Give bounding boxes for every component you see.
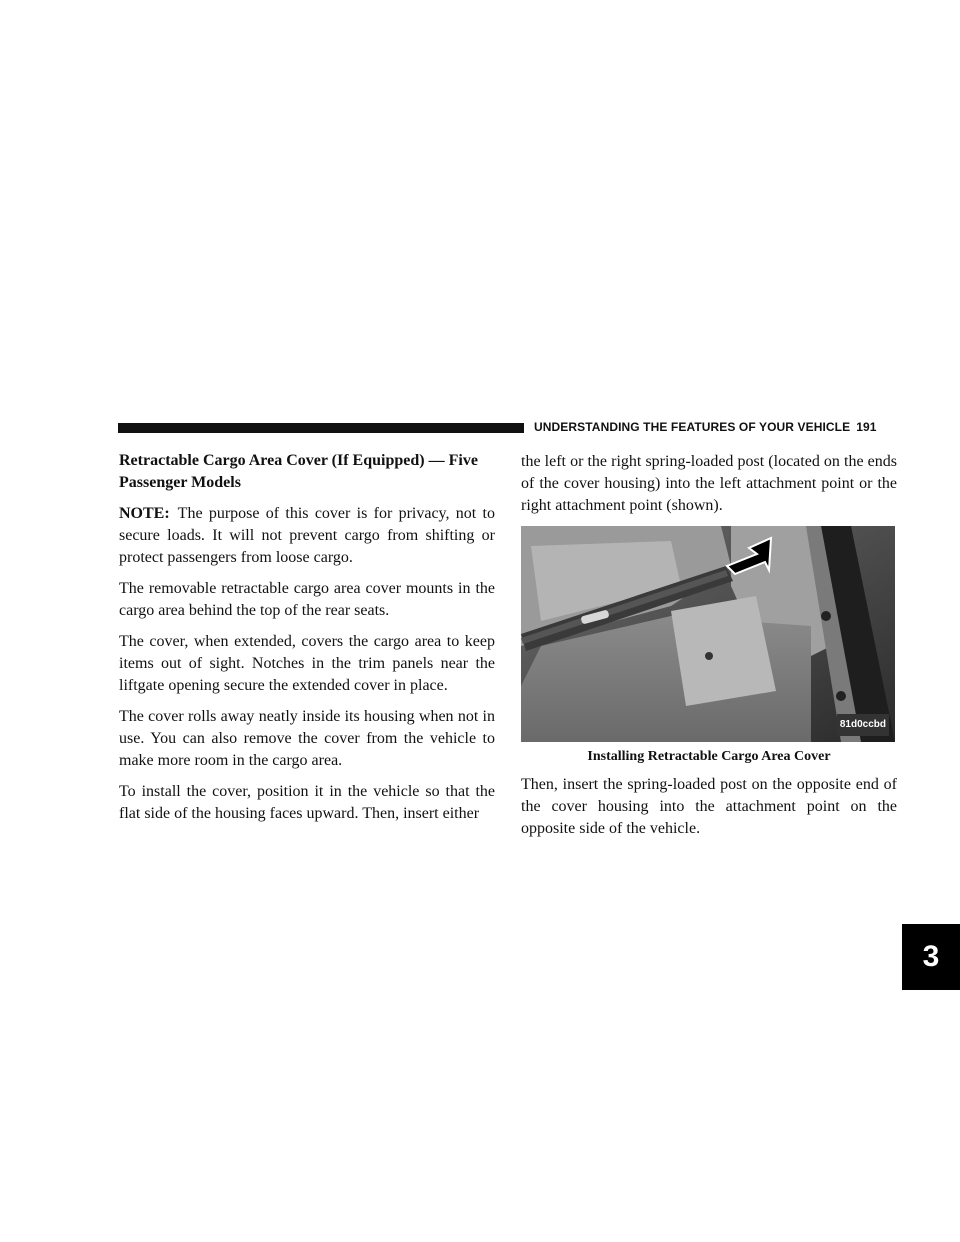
- running-header: [534, 420, 906, 434]
- note-label: NOTE:: [119, 505, 170, 522]
- right-column: [521, 451, 897, 849]
- cargo-area-illustration: [521, 526, 895, 742]
- page-number: 191: [856, 420, 877, 434]
- body-paragraph: The removable retractable cargo area cover mounts in the cargo area behind the top of the rear seats.: [119, 580, 495, 619]
- figure-code: 81d0ccbd: [837, 714, 889, 736]
- chapter-tab: 3: [902, 924, 960, 990]
- note-text: The purpose of this cover is for privacy, not to secure loads. It will not prevent cargo from shifting or protect passengers from loose cargo.: [119, 505, 495, 566]
- header-rule: [118, 423, 524, 433]
- cargo-cover-photo: [521, 526, 895, 742]
- figure-caption: Installing Retractable Cargo Area Cover: [587, 749, 831, 764]
- section-heading: Retractable Cargo Area Cover (If Equipped) — Five Passenger Models: [119, 452, 478, 491]
- section-title: UNDERSTANDING THE FEATURES OF YOUR VEHICLE: [534, 420, 851, 434]
- body-paragraph: The cover, when extended, covers the cargo area to keep items out of sight. Notches in the trim panels near the liftgate opening secure the extended cover in place.: [119, 633, 495, 694]
- body-paragraph: the left or the right spring-loaded post (located on the ends of the cover housing) into the left attachment point or the right attachment point (shown).: [521, 453, 897, 514]
- note-paragraph: [119, 503, 495, 569]
- body-paragraph: The cover rolls away neatly inside its housing when not in use. You can also remove the cover from the vehicle to make more room in the cargo area.: [119, 708, 495, 769]
- left-column: [119, 450, 495, 834]
- body-paragraph: To install the cover, position it in the vehicle so that the flat side of the housing faces upward. Then, insert either: [119, 783, 495, 822]
- body-paragraph: Then, insert the spring-loaded post on the opposite end of the cover housing into the attachment point on the opposite side of the vehicle.: [521, 776, 897, 837]
